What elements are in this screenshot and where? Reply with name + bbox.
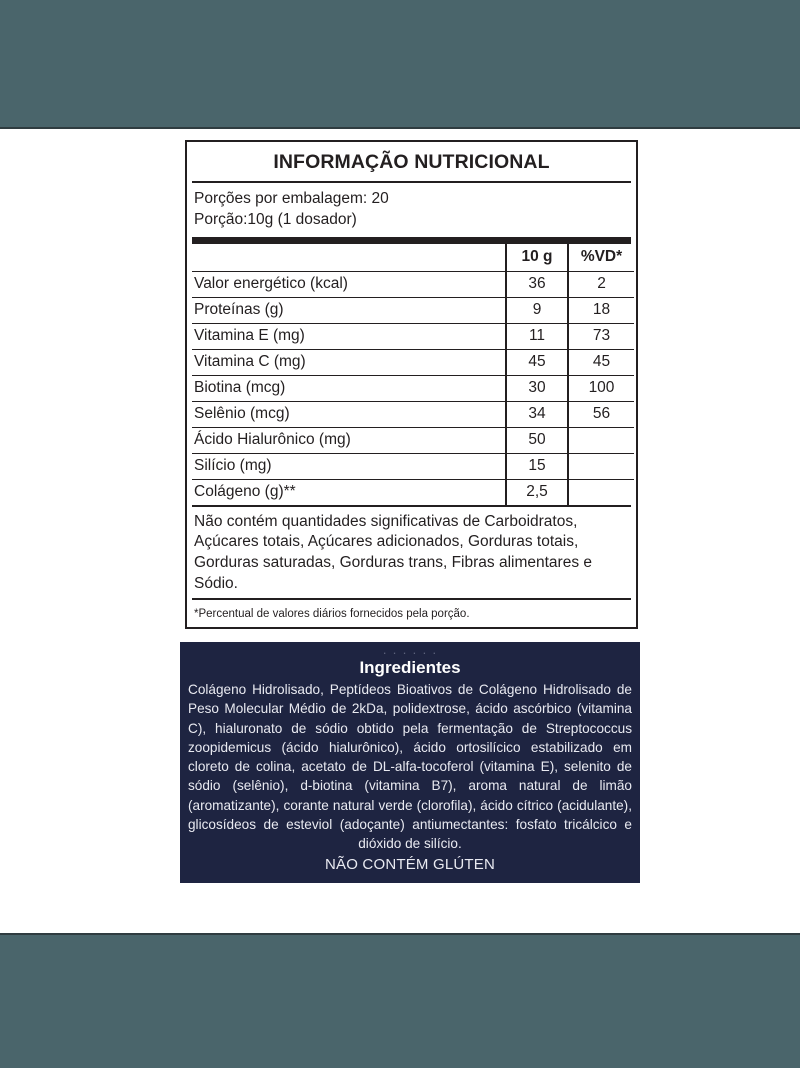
nutrition-table (192, 244, 634, 505)
nutrient-quantity: 2,5 (506, 479, 568, 505)
nutrient-quantity: 36 (506, 271, 568, 297)
top-decorative-band (0, 0, 800, 129)
table-row (192, 323, 634, 349)
nutrient-daily-value (568, 479, 634, 505)
column-header-quantity: 10 g (506, 244, 568, 272)
nutrient-quantity: 11 (506, 323, 568, 349)
ingredients-list: Colágeno Hidrolisado, Peptídeos Bioativos de Colágeno Hidrolisado de Peso Molecular Médio de 2kDa, polidextrose, ácido ascórbico (vitamina C), hialuronato de sódio obtido pela fermentação de Streptococcus zoopidemicus (ácido hialurônico), ácido ortosilícico estabilizado em cloreto de colina, acetato de DL-alfa-tocoferol (vitamina E), selenito de sódio (selênio), d-biotina (vitamina B7), aroma natural de limão (aromatizante), corante natural verde (clorofila), ácido cítrico (acidulante), glicosídeos de esteviol (adoçante) antiumectantes: fosfato tricálcico e dióxido de silício. (188, 682, 632, 852)
nutrient-name: Vitamina E (mg) (192, 323, 506, 349)
nutrient-quantity: 50 (506, 427, 568, 453)
nutrition-facts-panel (185, 140, 638, 629)
gluten-statement: NÃO CONTÉM GLÚTEN (324, 855, 496, 873)
nutrient-daily-value: 73 (568, 323, 634, 349)
footnote-area (192, 600, 631, 627)
table-row (192, 271, 634, 297)
ingredients-title: Ingredientes (359, 658, 461, 677)
nutrient-quantity: 30 (506, 375, 568, 401)
clipped-text-artifact: · · · · · · (382, 648, 438, 657)
table-row (192, 479, 634, 505)
servings-per-package: Porções por embalagem: 20 (194, 190, 389, 207)
nutrient-name: Colágeno (g)** (194, 482, 296, 500)
nutrient-daily-value: 18 (568, 297, 634, 323)
table-row (192, 453, 634, 479)
nutrient-daily-value: 2 (568, 271, 634, 297)
table-row (192, 427, 634, 453)
nutrient-name: Silício (mg) (192, 453, 506, 479)
nutrient-daily-value (568, 427, 634, 453)
header-thick-rule (192, 237, 631, 244)
column-header-daily-value: %VD* (568, 244, 634, 272)
table-row (192, 297, 634, 323)
nutrient-quantity: 34 (506, 401, 568, 427)
table-row (192, 401, 634, 427)
nutrient-name: Biotina (mcg) (192, 375, 506, 401)
nutrient-daily-value: 45 (568, 349, 634, 375)
not-significant-note (192, 507, 631, 598)
nutrient-quantity: 45 (506, 349, 568, 375)
table-header-row (192, 244, 634, 272)
nutrient-name: Selênio (mcg) (192, 401, 506, 427)
nutrient-daily-value: 56 (568, 401, 634, 427)
table-row (192, 375, 634, 401)
bottom-decorative-band (0, 933, 800, 1068)
nutrient-name: Proteínas (g) (192, 297, 506, 323)
nutrition-title: INFORMAÇÃO NUTRICIONAL (273, 151, 550, 173)
nutrient-daily-value (568, 453, 634, 479)
daily-value-footnote: *Percentual de valores diários fornecidos pela porção. (194, 608, 470, 621)
ingredients-panel (180, 642, 640, 883)
not-significant-text: Não contém quantidades significativas de Carboidratos, Açúcares totais, Açúcares adicionados, Gorduras totais, Gorduras saturadas, Gorduras trans, Fibras alimentares e Sódio. (194, 512, 593, 592)
nutrient-name: Vitamina C (mg) (192, 349, 506, 375)
nutrient-name: Valor energético (kcal) (192, 271, 506, 297)
table-row (192, 349, 634, 375)
nutrient-quantity: 15 (506, 453, 568, 479)
nutrient-daily-value: 100 (568, 375, 634, 401)
serving-size: Porção:10g (1 dosador) (194, 211, 357, 229)
column-header-nutrient (192, 244, 506, 272)
nutrient-name: Ácido Hialurônico (mg) (192, 427, 506, 453)
serving-info (192, 183, 631, 237)
nutrient-quantity: 9 (506, 297, 568, 323)
